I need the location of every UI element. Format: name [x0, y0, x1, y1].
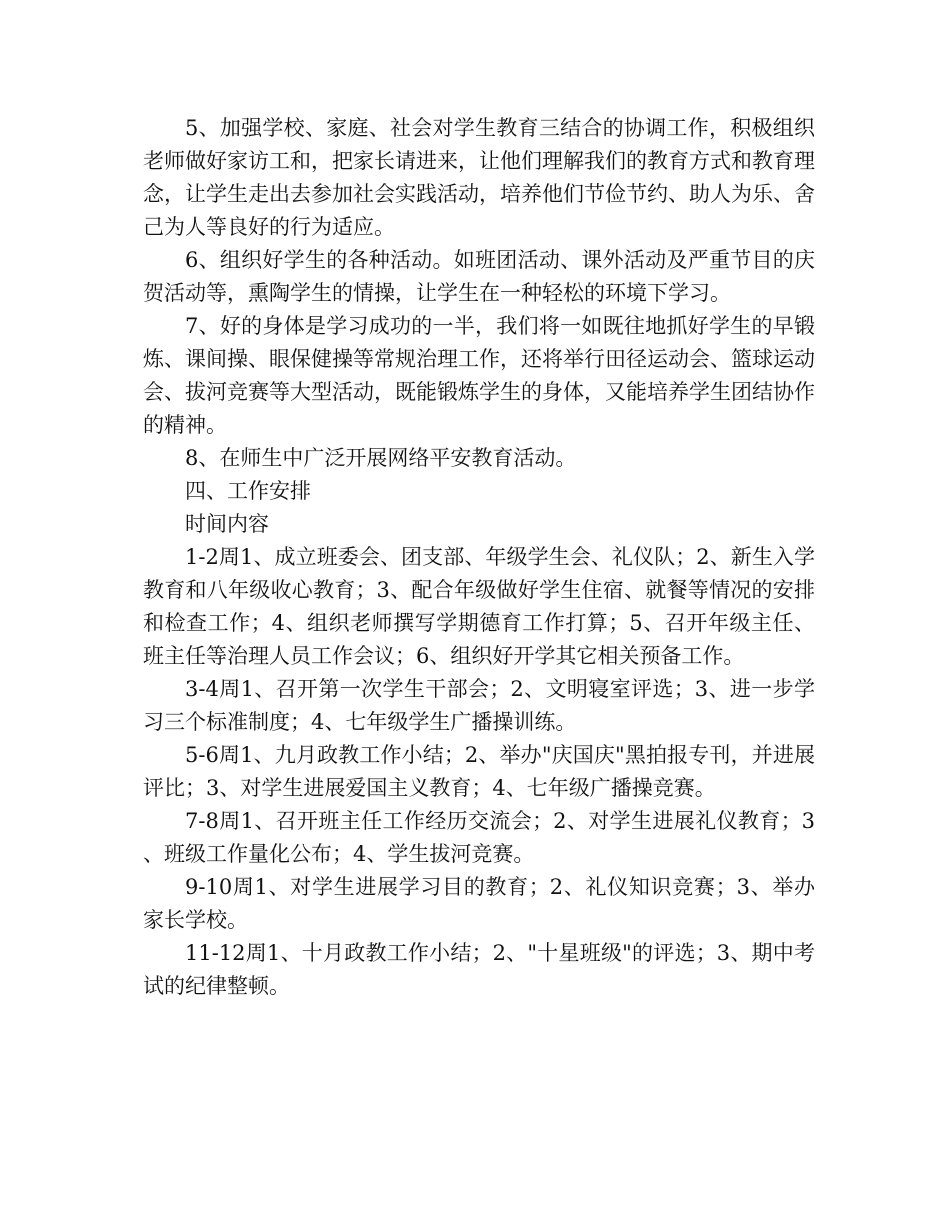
- schedule-week-1-2: 1-2周1、成立班委会、团支部、年级学生会、礼仪队；2、新生入学教育和八年级收心教育；3、配合年级做好学生住宿、就餐等情况的安排和检查工作；4、组织老师撰写学期德育工作打算；5、召开年级主任、班主任等治理人员工作会议；6、组织好开学其它相关预备工作。: [143, 545, 815, 668]
- schedule-week-9-10: 9-10周1、对学生进展学习目的教育；2、礼仪知识竞赛；3、举办家长学校。: [143, 875, 815, 932]
- schedule-week-3-4: 3-4周1、召开第一次学生干部会；2、文明寝室评选；3、进一步学习三个标准制度；4、七年级学生广播操训练。: [143, 677, 815, 734]
- paragraph-physical-health: 7、好的身体是学习成功的一半，我们将一如既往地抓好学生的早锻炼、课间操、眼保健操等常规治理工作，还将举行田径运动会、篮球运动会、拔河竞赛等大型活动，既能锻炼学生的身体，又能培养学生团结协作的精神。: [143, 314, 815, 437]
- paragraph-home-school-coordination: 5、加强学校、家庭、社会对学生教育三结合的协调工作，积极组织老师做好家访工和，把家长请进来，让他们理解我们的教育方式和教育理念，让学生走出去参加社会实践活动，培养他们节俭节约、助人为乐、舍己为人等良好的行为适应。: [143, 116, 815, 239]
- schedule-week-11-12: 11-12周1、十月政教工作小结；2、"十星班级"的评选；3、期中考试的纪律整顿。: [143, 941, 815, 998]
- schedule-week-5-6: 5-6周1、九月政教工作小结；2、举办"庆国庆"黑拍报专刊，并进展评比；3、对学生进展爱国主义教育；4、七年级广播操竞赛。: [143, 743, 815, 800]
- paragraph-network-safety: 8、在师生中广泛开展网络平安教育活动。: [185, 446, 577, 470]
- section-heading-work-schedule: 四、工作安排: [185, 479, 311, 503]
- schedule-header: 时间内容: [185, 512, 269, 536]
- paragraph-student-activities: 6、组织好学生的各种活动。如班团活动、课外活动及严重节目的庆贺活动等，熏陶学生的情操，让学生在一种轻松的环境下学习。: [143, 248, 815, 305]
- schedule-week-7-8: 7-8周1、召开班主任工作经历交流会；2、对学生进展礼仪教育；3、班级工作量化公布；4、学生拔河竞赛。: [143, 809, 815, 866]
- document-body: [143, 112, 815, 1003]
